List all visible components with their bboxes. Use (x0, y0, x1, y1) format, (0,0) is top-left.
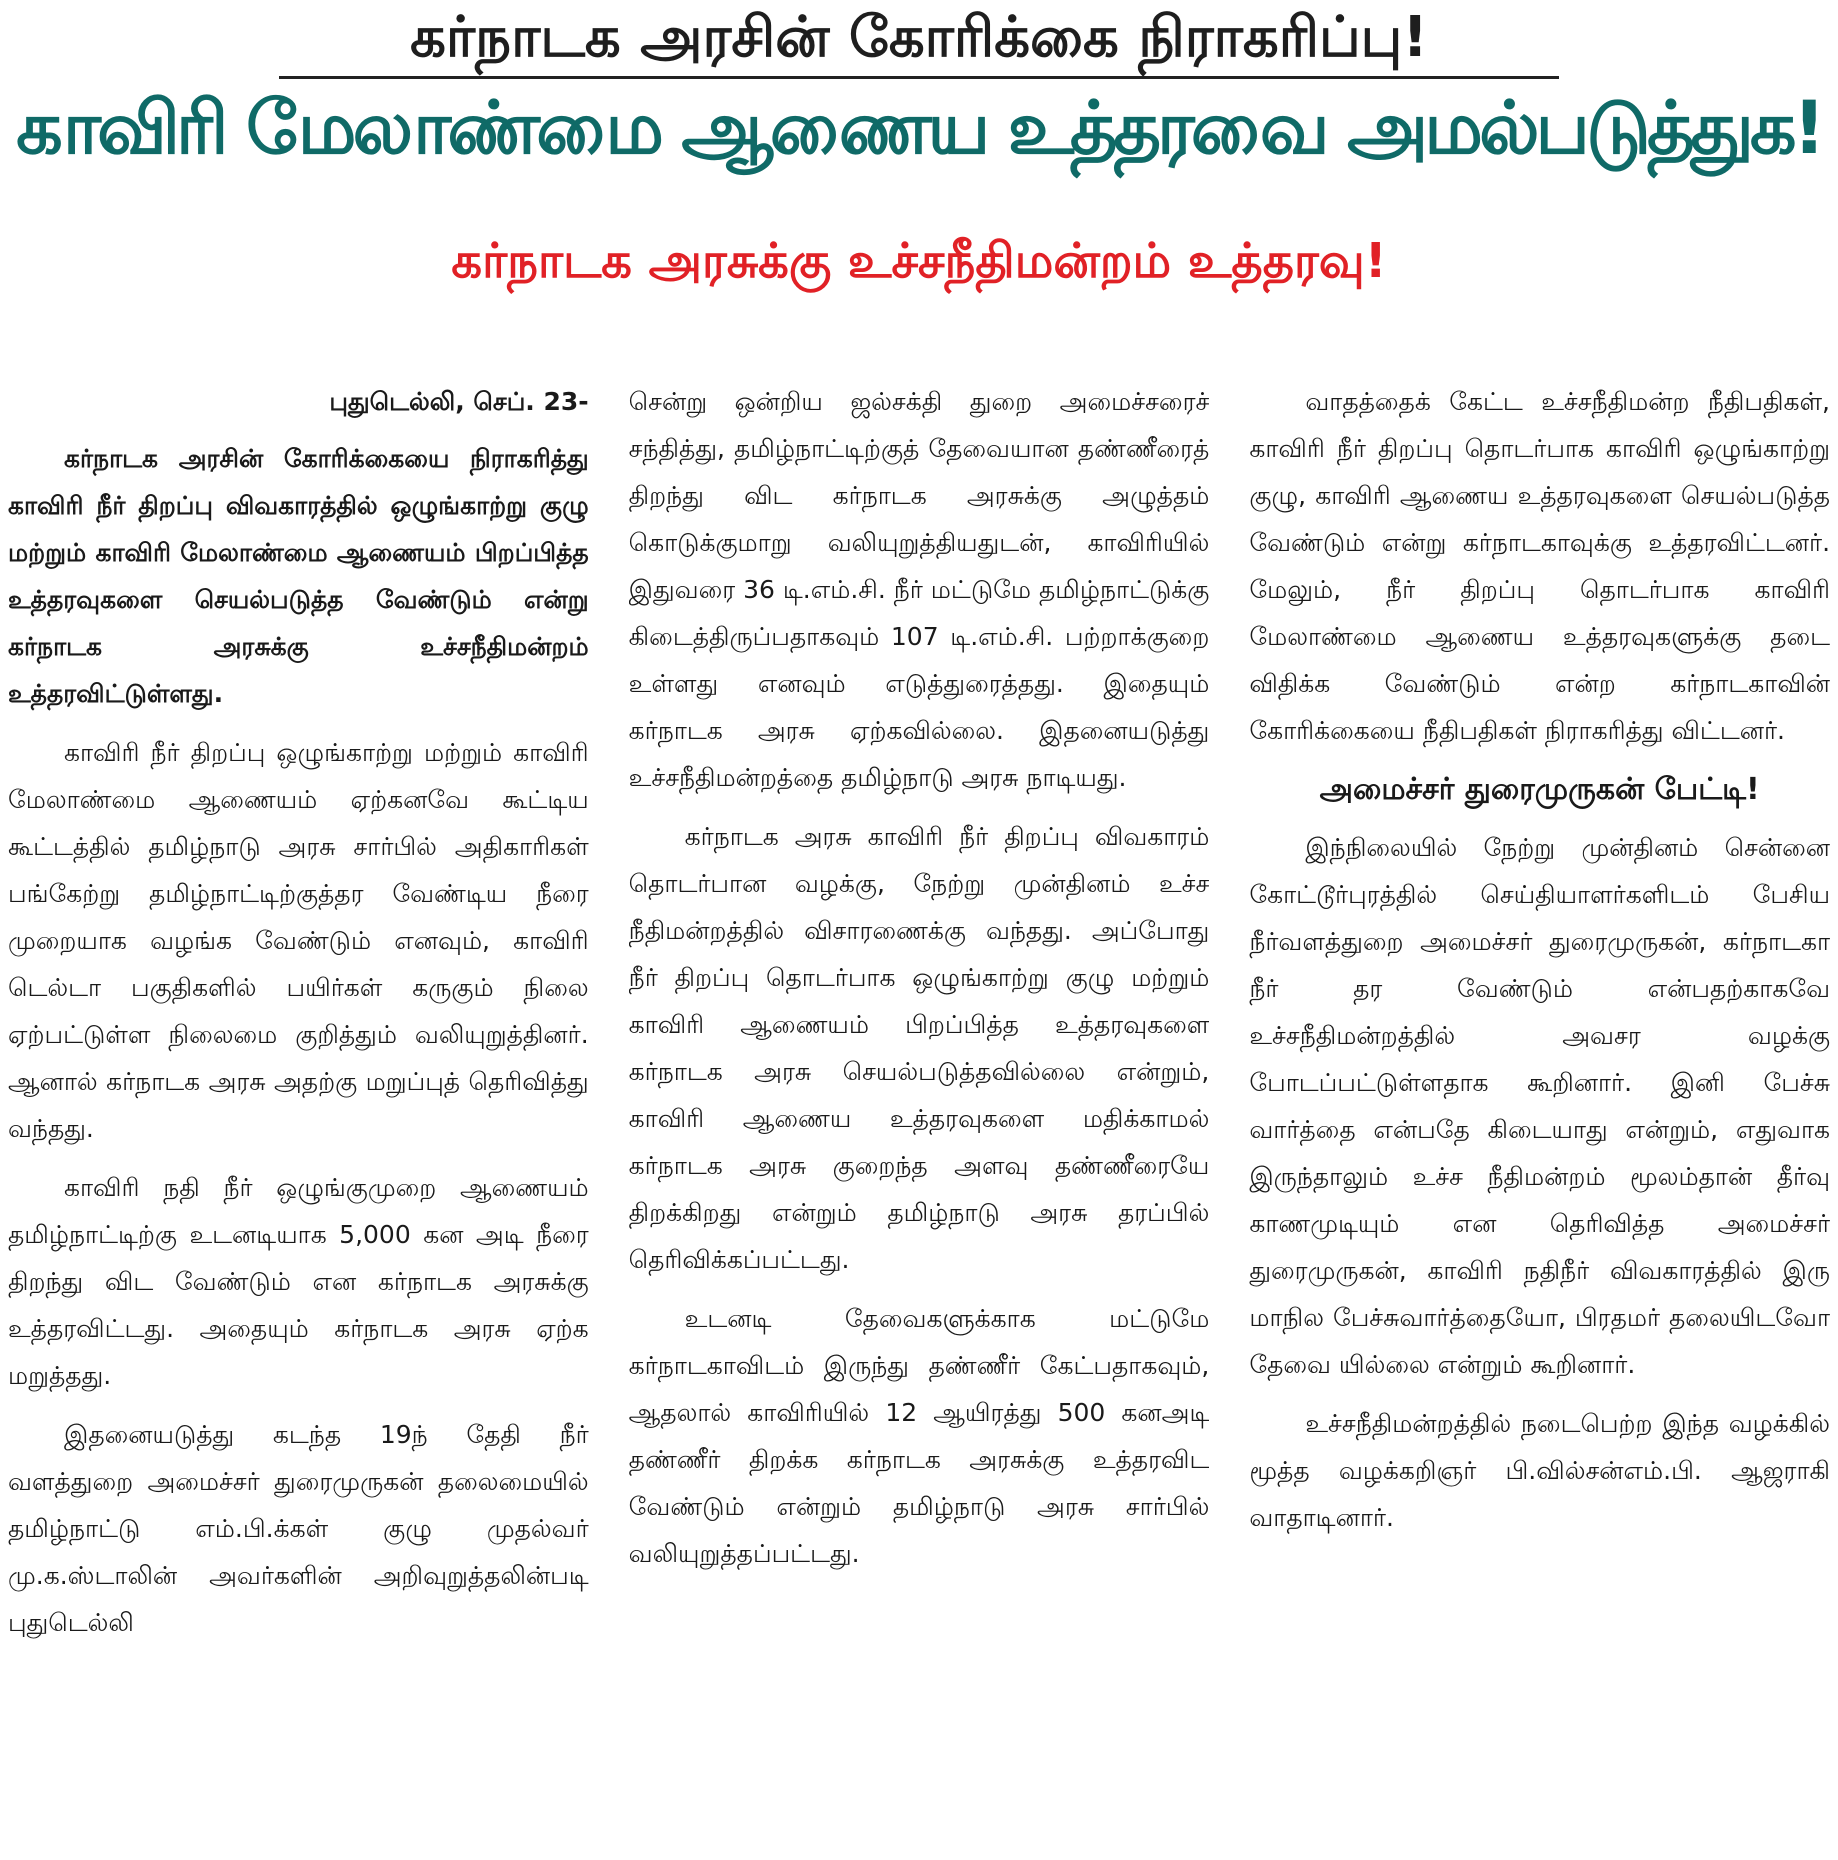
column-3 (1249, 378, 1830, 1852)
column-2 (629, 378, 1210, 1852)
article-columns (8, 378, 1830, 1852)
paragraph: இந்நிலையில் நேற்று முன்தினம் சென்னை கோட்டூர்புரத்தில் செய்தியாளர்களிடம் பேசிய நீர்வளத்துறை அமைச்சர் துரைமுருகன், கர்நாடகா நீர் தர வேண்டும் என்பதற்காகவே உச்சநீதிமன்றத்தில் அவசர வழக்கு போடப்பட்டுள்ளதாக கூறினார். இனி பேச்சு வார்த்தை என்பதே கிடையாது என்றும், எதுவாக இருந்தாலும் உச்ச நீதிமன்றம் மூலம்தான் தீர்வு காணமுடியும் என தெரிவித்த அமைச்சர் துரைமுருகன், காவிரி நதிநீர் விவகாரத்தில் இரு மாநில பேச்சுவார்த்தையோ, பிரதமர் தலையிடவோ தேவை யில்லை என்றும் கூறினார். (1249, 833, 1831, 1379)
column-1 (8, 378, 589, 1852)
paragraph: சென்று ஒன்றிய ஜல்சக்தி துறை அமைச்சரைச் சந்தித்து, தமிழ்நாட்டிற்குத் தேவையான தண்ணீரைத் திறந்து விட கர்நாடக அரசுக்கு அழுத்தம் கொடுக்குமாறு வலியுறுத்தியதுடன், காவிரியில் இதுவரை 36 டி.எம்.சி. நீர் மட்டுமே தமிழ்நாட்டுக்கு கிடைத்திருப்பதாகவும் 107 டி.எம்.சி. பற்றாக்குறை உள்ளது எனவும் எடுத்துரைத்தது. இதையும் கர்நாடக அரசு ஏற்கவில்லை. இதனையடுத்து உச்சநீதிமன்றத்தை தமிழ்நாடு அரசு நாடியது. (628, 387, 1210, 792)
kicker-headline: கர்நாடக அரசின் கோரிக்கை நிராகரிப்பு! (279, 6, 1559, 79)
paragraph: இதனையடுத்து கடந்த 19ந் தேதி நீர் வளத்துறை அமைச்சர் துரைமுருகன் தலைமையில் தமிழ்நாட்டு எம்.பி.க்கள் குழு முதல்வர் மு.க.ஸ்டாலின் அவர்களின் அறிவுறுத்தலின்படி புதுடெல்லி (8, 1420, 589, 1637)
paragraph: வாதத்தைக் கேட்ட உச்சநீதிமன்ற நீதிபதிகள், காவிரி நீர் திறப்பு தொடர்பாக காவிரி ஒழுங்காற்று குழு, காவிரி ஆணைய உத்தரவுகளை செயல்படுத்த வேண்டும் என்று கர்நாடகாவுக்கு உத்தரவிட்டனர். மேலும், நீர் திறப்பு தொடர்பாக காவிரி மேலாண்மை ஆணைய உத்தரவுகளுக்கு தடை விதிக்க வேண்டும் என்ற கர்நாடகாவின் கோரிக்கையை நீதிபதிகள் நிராகரித்து விட்டனர். (1249, 387, 1831, 745)
paragraph: காவிரி நீர் திறப்பு ஒழுங்காற்று மற்றும் காவிரி மேலாண்மை ஆணையம் ஏற்கனவே கூட்டிய கூட்டத்தில் தமிழ்நாடு அரசு சார்பில் அதிகாரிகள் பங்கேற்று தமிழ்நாட்டிற்குத்தர வேண்டிய நீரை முறையாக வழங்க வேண்டும் எனவும், காவிரி டெல்டா பகுதிகளில் பயிர்கள் கருகும் நிலை ஏற்பட்டுள்ள நிலைமை குறித்தும் வலியுறுத்தினர். ஆனால் கர்நாடக அரசு அதற்கு மறுப்புத் தெரிவித்து வந்தது. (8, 738, 589, 1143)
newspaper-page (0, 6, 1838, 1860)
main-headline: காவிரி மேலாண்மை ஆணைய உத்தரவை அமல்படுத்துக! (16, 86, 1822, 172)
paragraph: உடனடி தேவைகளுக்காக மட்டுமே கர்நாடகாவிடம் இருந்து தண்ணீர் கேட்பதாகவும், ஆதலால் காவிரியில் 12 ஆயிரத்து 500 கனஅடி தண்ணீர் திறக்க கர்நாடக அரசுக்கு உத்தரவிட வேண்டும் என்றும் தமிழ்நாடு அரசு சார்பில் வலியுறுத்தப்பட்டது. (628, 1304, 1210, 1568)
paragraph: கர்நாடக அரசு காவிரி நீர் திறப்பு விவகாரம் தொடர்பான வழக்கு, நேற்று முன்தினம் உச்ச நீதிமன்றத்தில் விசாரணைக்கு வந்தது. அப்போது நீர் திறப்பு தொடர்பாக ஒழுங்காற்று குழு மற்றும் காவிரி ஆணையம் பிறப்பித்த உத்தரவுகளை கர்நாடக அரசு செயல்படுத்தவில்லை என்றும், காவிரி ஆணைய உத்தரவுகளை மதிக்காமல் கர்நாடக அரசு குறைந்த அளவு தண்ணீரையே திறக்கிறது என்றும் தமிழ்நாடு அரசு தரப்பில் தெரிவிக்கப்பட்டது. (628, 822, 1210, 1274)
section-heading: அமைச்சர் துரைமுருகன் பேட்டி! (1319, 772, 1760, 807)
dateline: புதுடெல்லி, செப். 23- (329, 387, 589, 416)
lead-paragraph: கர்நாடக அரசின் கோரிக்கையை நிராகரித்து காவிரி நீர் திறப்பு விவகாரத்தில் ஒழுங்காற்று குழு மற்றும் காவிரி மேலாண்மை ஆணையம் பிறப்பித்த உத்தரவுகளை செயல்படுத்த வேண்டும் என்று கர்நாடக அரசுக்கு உச்சநீதிமன்றம் உத்தரவிட்டுள்ளது. (8, 444, 589, 708)
paragraph: காவிரி நதி நீர் ஒழுங்குமுறை ஆணையம் தமிழ்நாட்டிற்கு உடனடியாக 5,000 கன அடி நீரை திறந்து விட வேண்டும் என கர்நாடக அரசுக்கு உத்தரவிட்டது. அதையும் கர்நாடக அரசு ஏற்க மறுத்தது. (8, 1173, 589, 1390)
paragraph: உச்சநீதிமன்றத்தில் நடைபெற்ற இந்த வழக்கில் மூத்த வழக்கறிஞர் பி.வில்சன்எம்.பி. ஆஜராகி வாதாடினார். (1249, 1409, 1831, 1532)
sub-headline: கர்நாடக அரசுக்கு உச்சநீதிமன்றம் உத்தரவு! (451, 232, 1387, 289)
